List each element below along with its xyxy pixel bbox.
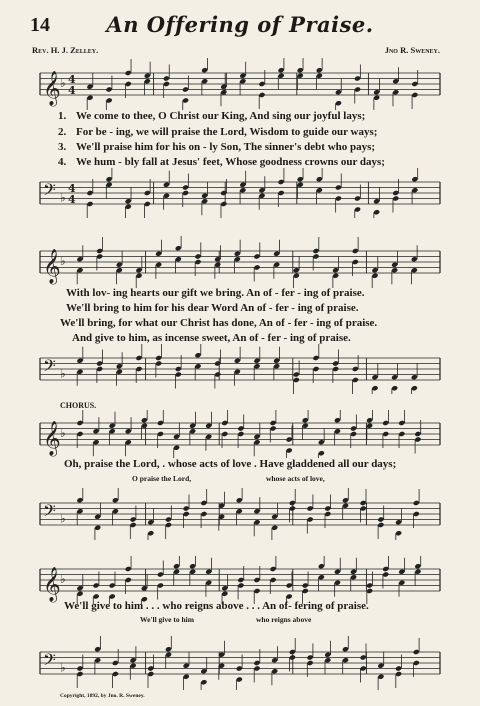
chorus-echo-2a: We'll give to him <box>140 615 194 624</box>
lyricist-credit: Rev. H. J. Zelley. <box>32 45 99 55</box>
svg-text:♭: ♭ <box>60 426 66 440</box>
copyright-notice: Copyright, 1892, by Jno. R. Sweney. <box>60 693 145 699</box>
svg-text:𝄞: 𝄞 <box>43 249 61 284</box>
svg-text:𝄢: 𝄢 <box>43 500 56 525</box>
hymn-title: An Offering of Praise. <box>106 12 374 37</box>
chorus-label: CHORUS. <box>60 401 97 410</box>
verse2-line-3: We'll bring, for what our Christ has done, An of - fer - ing of praise. <box>60 317 378 329</box>
svg-text:4: 4 <box>68 73 76 86</box>
svg-text:𝄞: 𝄞 <box>43 71 61 106</box>
staff-system-4-treble <box>0 556 480 604</box>
verse-line-2: 2. For be - ing, we will praise the Lord, Wisdom to guide our ways; <box>58 126 378 138</box>
staff-system-4-bass <box>0 636 480 690</box>
svg-text:♭: ♭ <box>60 511 66 526</box>
verse-line-1: 1. We come to thee, O Christ our King, And sing our joyful lays; <box>58 110 366 122</box>
svg-text:♭: ♭ <box>60 572 66 586</box>
chorus-line-2: We'll give to him . . . who reigns above . . . An of- fering of praise. <box>64 600 369 612</box>
verse2-line-1: With lov- ing hearts our gift we bring. An of - fer - ing of praise. <box>66 287 365 299</box>
svg-text:♭: ♭ <box>60 660 66 675</box>
staff-system-2-bass <box>0 344 480 394</box>
verse-line-3: 3. We'll praise him for his on - ly Son, The sinner's debt who pays; <box>58 141 376 153</box>
svg-text:𝄞: 𝄞 <box>43 567 61 602</box>
verse2-line-4: And give to him, as incense sweet, An of - fer - ing of praise. <box>72 332 351 344</box>
svg-text:♭: ♭ <box>60 366 66 381</box>
verse-line-4: 4. We hum - bly fall at Jesus' feet, Whose goodness crowns our days; <box>58 156 385 168</box>
staff-system-1-bass <box>0 168 480 218</box>
svg-text:4: 4 <box>68 193 76 206</box>
chorus-echo-1a: O praise the Lord, <box>132 474 192 483</box>
verse2-line-2: We'll bring to him for his dear Word An of - fer - ing of praise. <box>66 302 359 314</box>
svg-text:𝄢: 𝄢 <box>43 179 56 204</box>
svg-text:𝄢: 𝄢 <box>43 355 56 380</box>
chorus-echo-1b: whose acts of love, <box>266 474 325 483</box>
svg-text:♭: ♭ <box>60 190 66 205</box>
svg-text:♭: ♭ <box>60 254 66 268</box>
chorus-line-1: Oh, praise the Lord, . whose acts of love . Have gladdened all our days; <box>64 458 397 470</box>
svg-text:𝄞: 𝄞 <box>43 421 61 456</box>
staff-system-2-treble <box>0 236 480 288</box>
svg-text:𝄢: 𝄢 <box>43 649 56 674</box>
staff-system-1-treble <box>0 58 480 110</box>
staff-system-3-treble <box>0 410 480 458</box>
page-number: 14 <box>30 14 50 36</box>
composer-credit: Jno R. Sweney. <box>384 45 440 55</box>
chorus-echo-2b: who reigns above <box>256 615 312 624</box>
svg-text:4: 4 <box>68 182 76 195</box>
staff-system-3-bass <box>0 488 480 540</box>
svg-text:♭: ♭ <box>60 76 66 90</box>
svg-text:4: 4 <box>68 84 76 97</box>
